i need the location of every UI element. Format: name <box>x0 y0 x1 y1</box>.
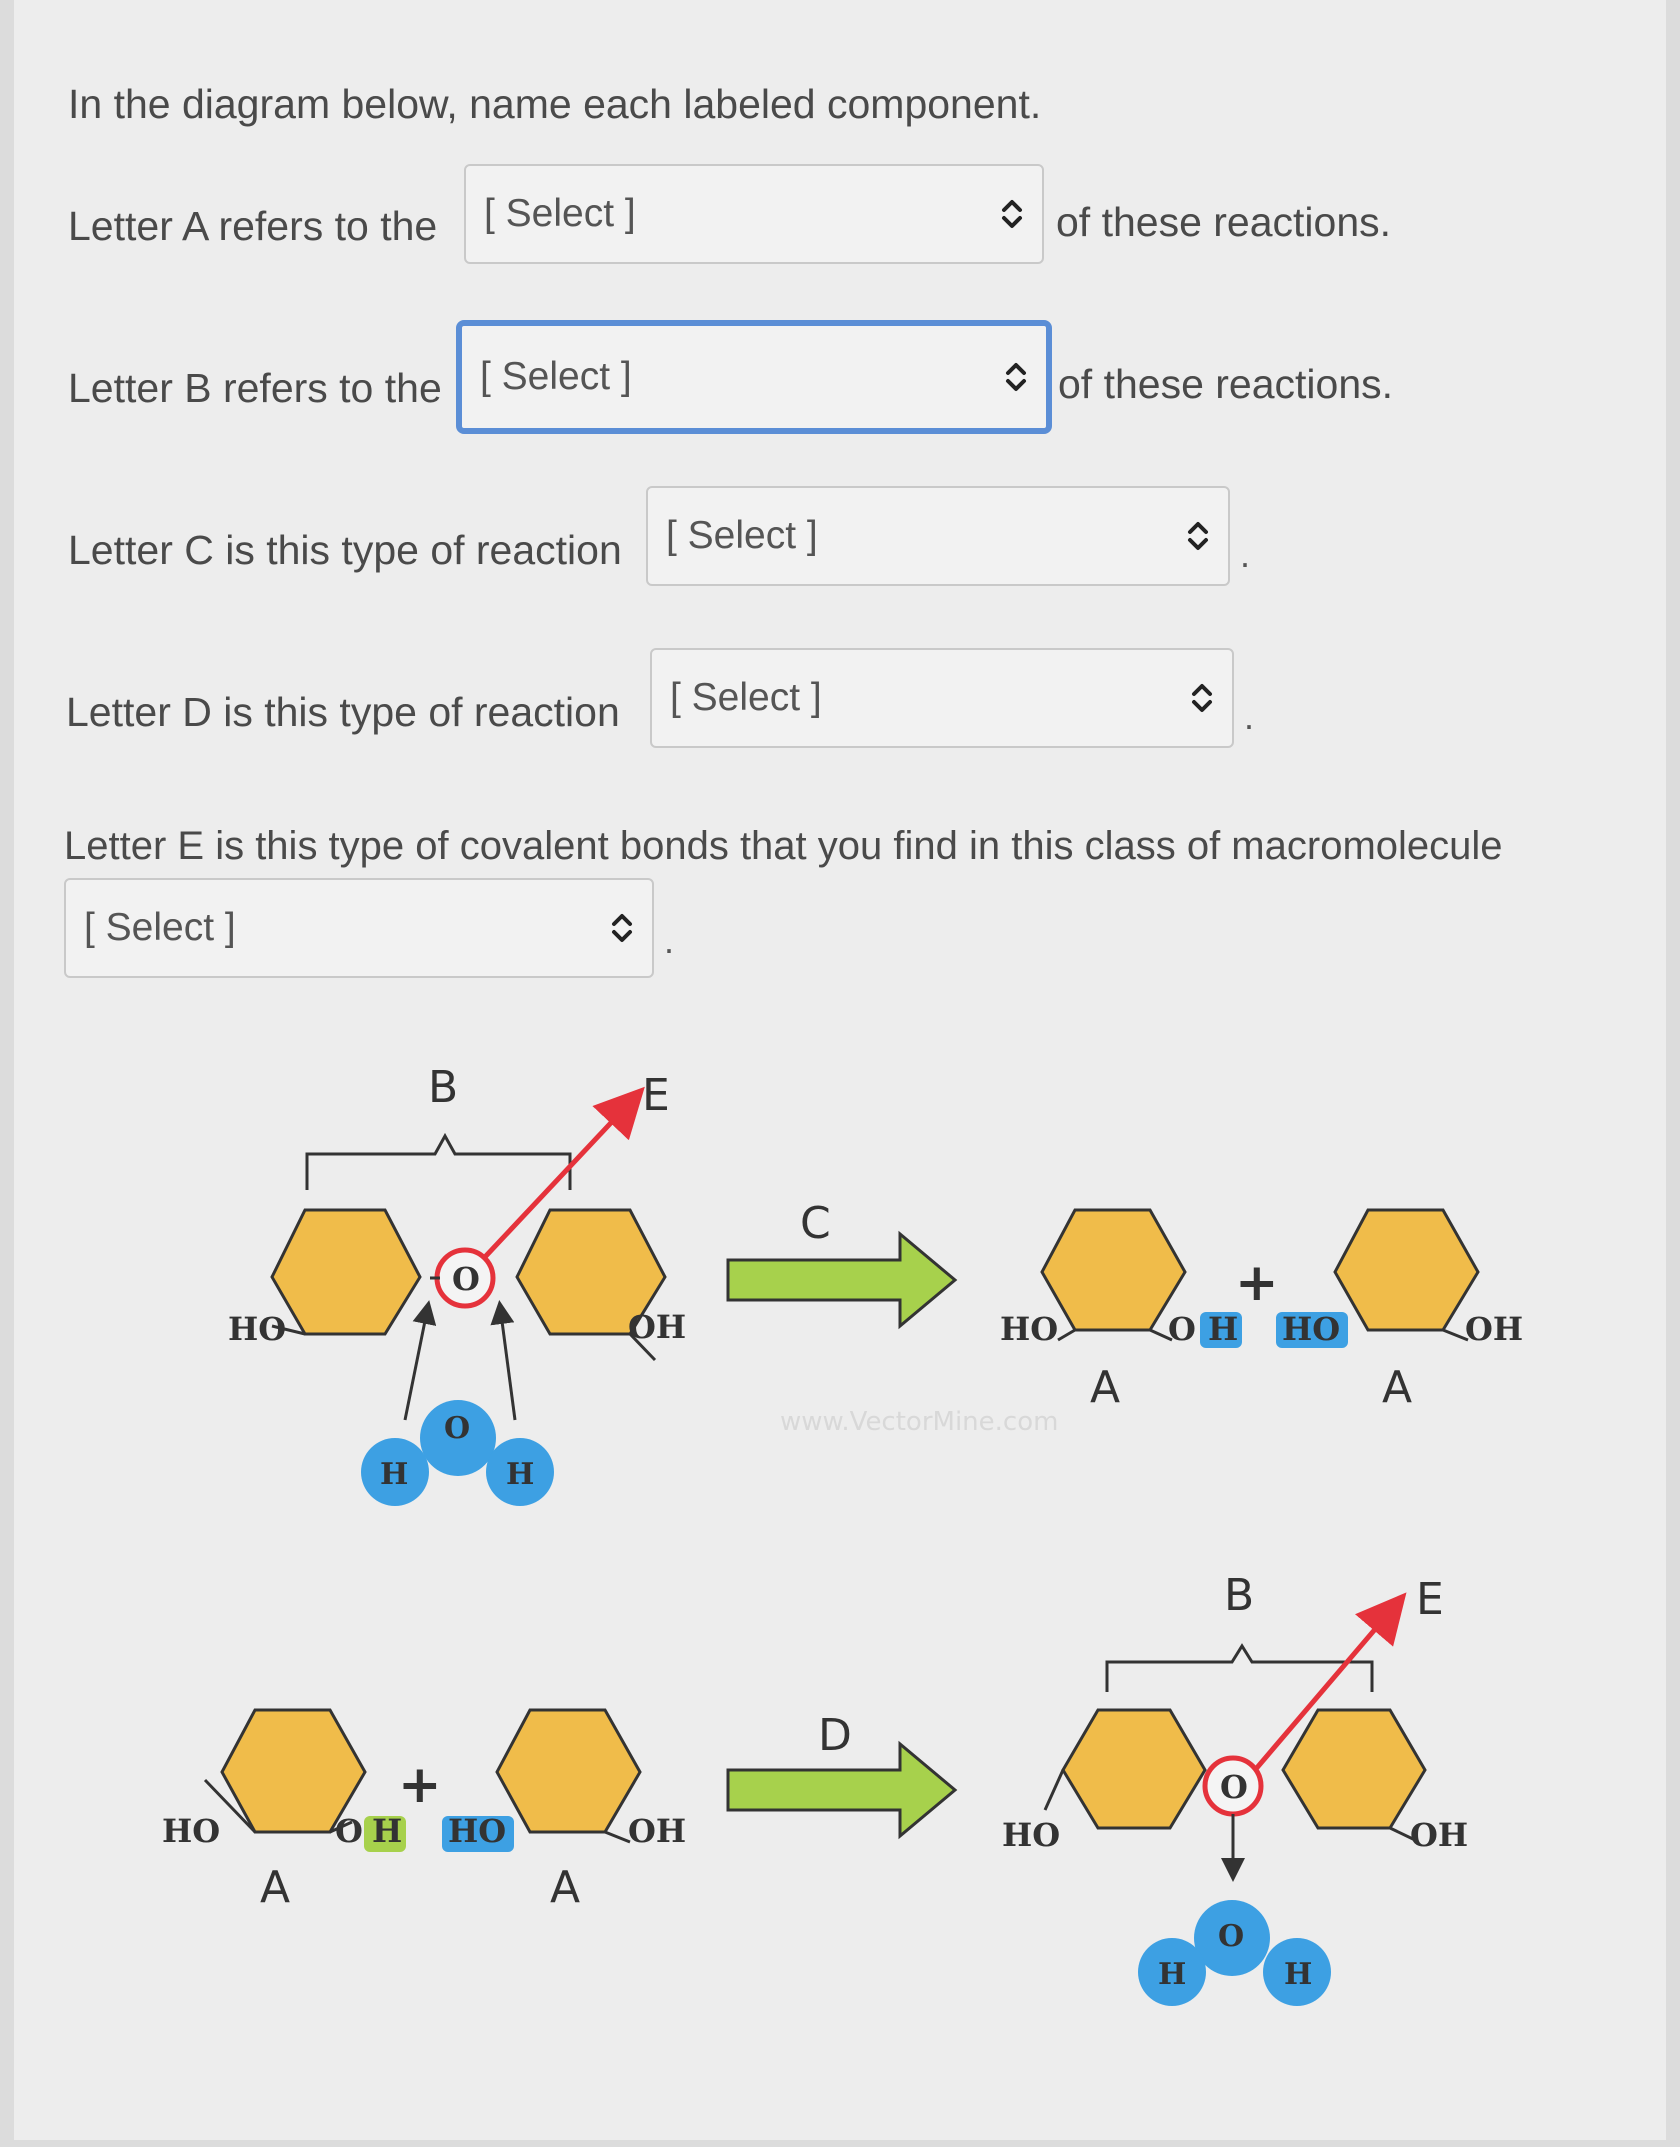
row-a-select-placeholder: [ Select ] <box>484 192 636 235</box>
row-d-select-placeholder: [ Select ] <box>670 676 822 719</box>
row-e-select[interactable] <box>64 878 654 978</box>
arrow-d <box>728 1710 955 1836</box>
label-b-top: B <box>428 1062 459 1113</box>
row-a-select[interactable] <box>464 164 1044 264</box>
plus-sign: + <box>1235 1253 1279 1313</box>
atom-oh: OH <box>1465 1310 1524 1348</box>
atom-ho: HO <box>1002 1816 1061 1854</box>
atom-o: O <box>452 1260 480 1298</box>
chevron-up-down-icon <box>1188 678 1216 718</box>
row-d-prefix: Letter D is this type of reaction <box>66 689 620 735</box>
label-c: C <box>800 1198 831 1249</box>
sugar-ring <box>1283 1710 1425 1828</box>
bottom-right-disaccharide <box>1002 1570 1468 2006</box>
bottom-left-monosaccharides <box>162 1710 686 1913</box>
row-b-select-placeholder: [ Select ] <box>480 355 632 398</box>
row-c-select[interactable] <box>646 486 1230 586</box>
row-a-suffix: of these reactions. <box>1056 199 1392 245</box>
row-c-suffix: . <box>1240 534 1251 575</box>
atom-h: H <box>1284 1957 1313 1992</box>
row-e-prefix: Letter E is this type of covalent bonds that you find in this class of macromolecule <box>64 824 1503 868</box>
plus-sign: + <box>398 1755 442 1815</box>
label-d: D <box>818 1710 852 1761</box>
row-d-suffix: . <box>1244 696 1255 737</box>
sugar-ring <box>497 1710 640 1832</box>
atom-h: H <box>1208 1310 1239 1348</box>
chevron-up-down-icon <box>608 908 636 948</box>
atom-h: H <box>380 1457 409 1492</box>
atom-o: O <box>1218 1919 1245 1954</box>
row-c-prefix: Letter C is this type of reaction <box>68 527 622 573</box>
sugar-ring <box>272 1210 420 1334</box>
row-b-prefix: Letter B refers to the <box>68 365 442 411</box>
atom-ho: HO <box>448 1812 507 1850</box>
row-b-suffix: of these reactions. <box>1058 361 1394 407</box>
watermark: www.VectorMine.com <box>780 1407 1059 1437</box>
chevron-up-down-icon <box>998 194 1026 234</box>
top-left-disaccharide <box>228 1062 686 1506</box>
label-a: A <box>550 1862 581 1913</box>
atom-ho: HO <box>228 1310 287 1348</box>
atom-h: H <box>372 1812 403 1850</box>
arrow-c <box>728 1198 955 1326</box>
atom-h: H <box>1158 1957 1187 1992</box>
atom-oh: OH <box>1410 1816 1469 1854</box>
atom-ho: HO <box>1000 1310 1059 1348</box>
atom-o: O <box>1220 1768 1248 1806</box>
row-e-suffix: . <box>664 920 675 961</box>
sugar-ring <box>1042 1210 1185 1330</box>
atom-ho: HO <box>1282 1310 1341 1348</box>
chevron-up-down-icon <box>1184 516 1212 556</box>
top-right-monosaccharides <box>1000 1210 1523 1413</box>
row-a-prefix: Letter A refers to the <box>68 203 438 249</box>
atom-oh: OH <box>628 1308 687 1346</box>
atom-o: O <box>1168 1310 1196 1348</box>
row-c-select-placeholder: [ Select ] <box>666 514 818 557</box>
sugar-ring <box>1063 1710 1205 1828</box>
row-b-select[interactable] <box>456 320 1052 434</box>
label-e-bottom: E <box>1416 1574 1444 1625</box>
label-e-top: E <box>642 1070 670 1121</box>
reaction-diagram <box>0 1010 1680 2120</box>
atom-oh: OH <box>628 1812 687 1850</box>
label-a: A <box>260 1862 291 1913</box>
atom-ho: HO <box>162 1812 221 1850</box>
label-a: A <box>1382 1362 1413 1413</box>
row-d-select[interactable] <box>650 648 1234 748</box>
row-e-select-placeholder: [ Select ] <box>84 906 236 949</box>
label-b-bottom: B <box>1224 1570 1255 1621</box>
sugar-ring <box>1335 1210 1478 1330</box>
atom-h: H <box>506 1457 535 1492</box>
label-a: A <box>1090 1362 1121 1413</box>
atom-o: O <box>444 1411 471 1446</box>
chevron-up-down-icon <box>1002 357 1030 397</box>
question-intro: In the diagram below, name each labeled component. <box>68 81 1042 127</box>
atom-o: O <box>335 1812 363 1850</box>
